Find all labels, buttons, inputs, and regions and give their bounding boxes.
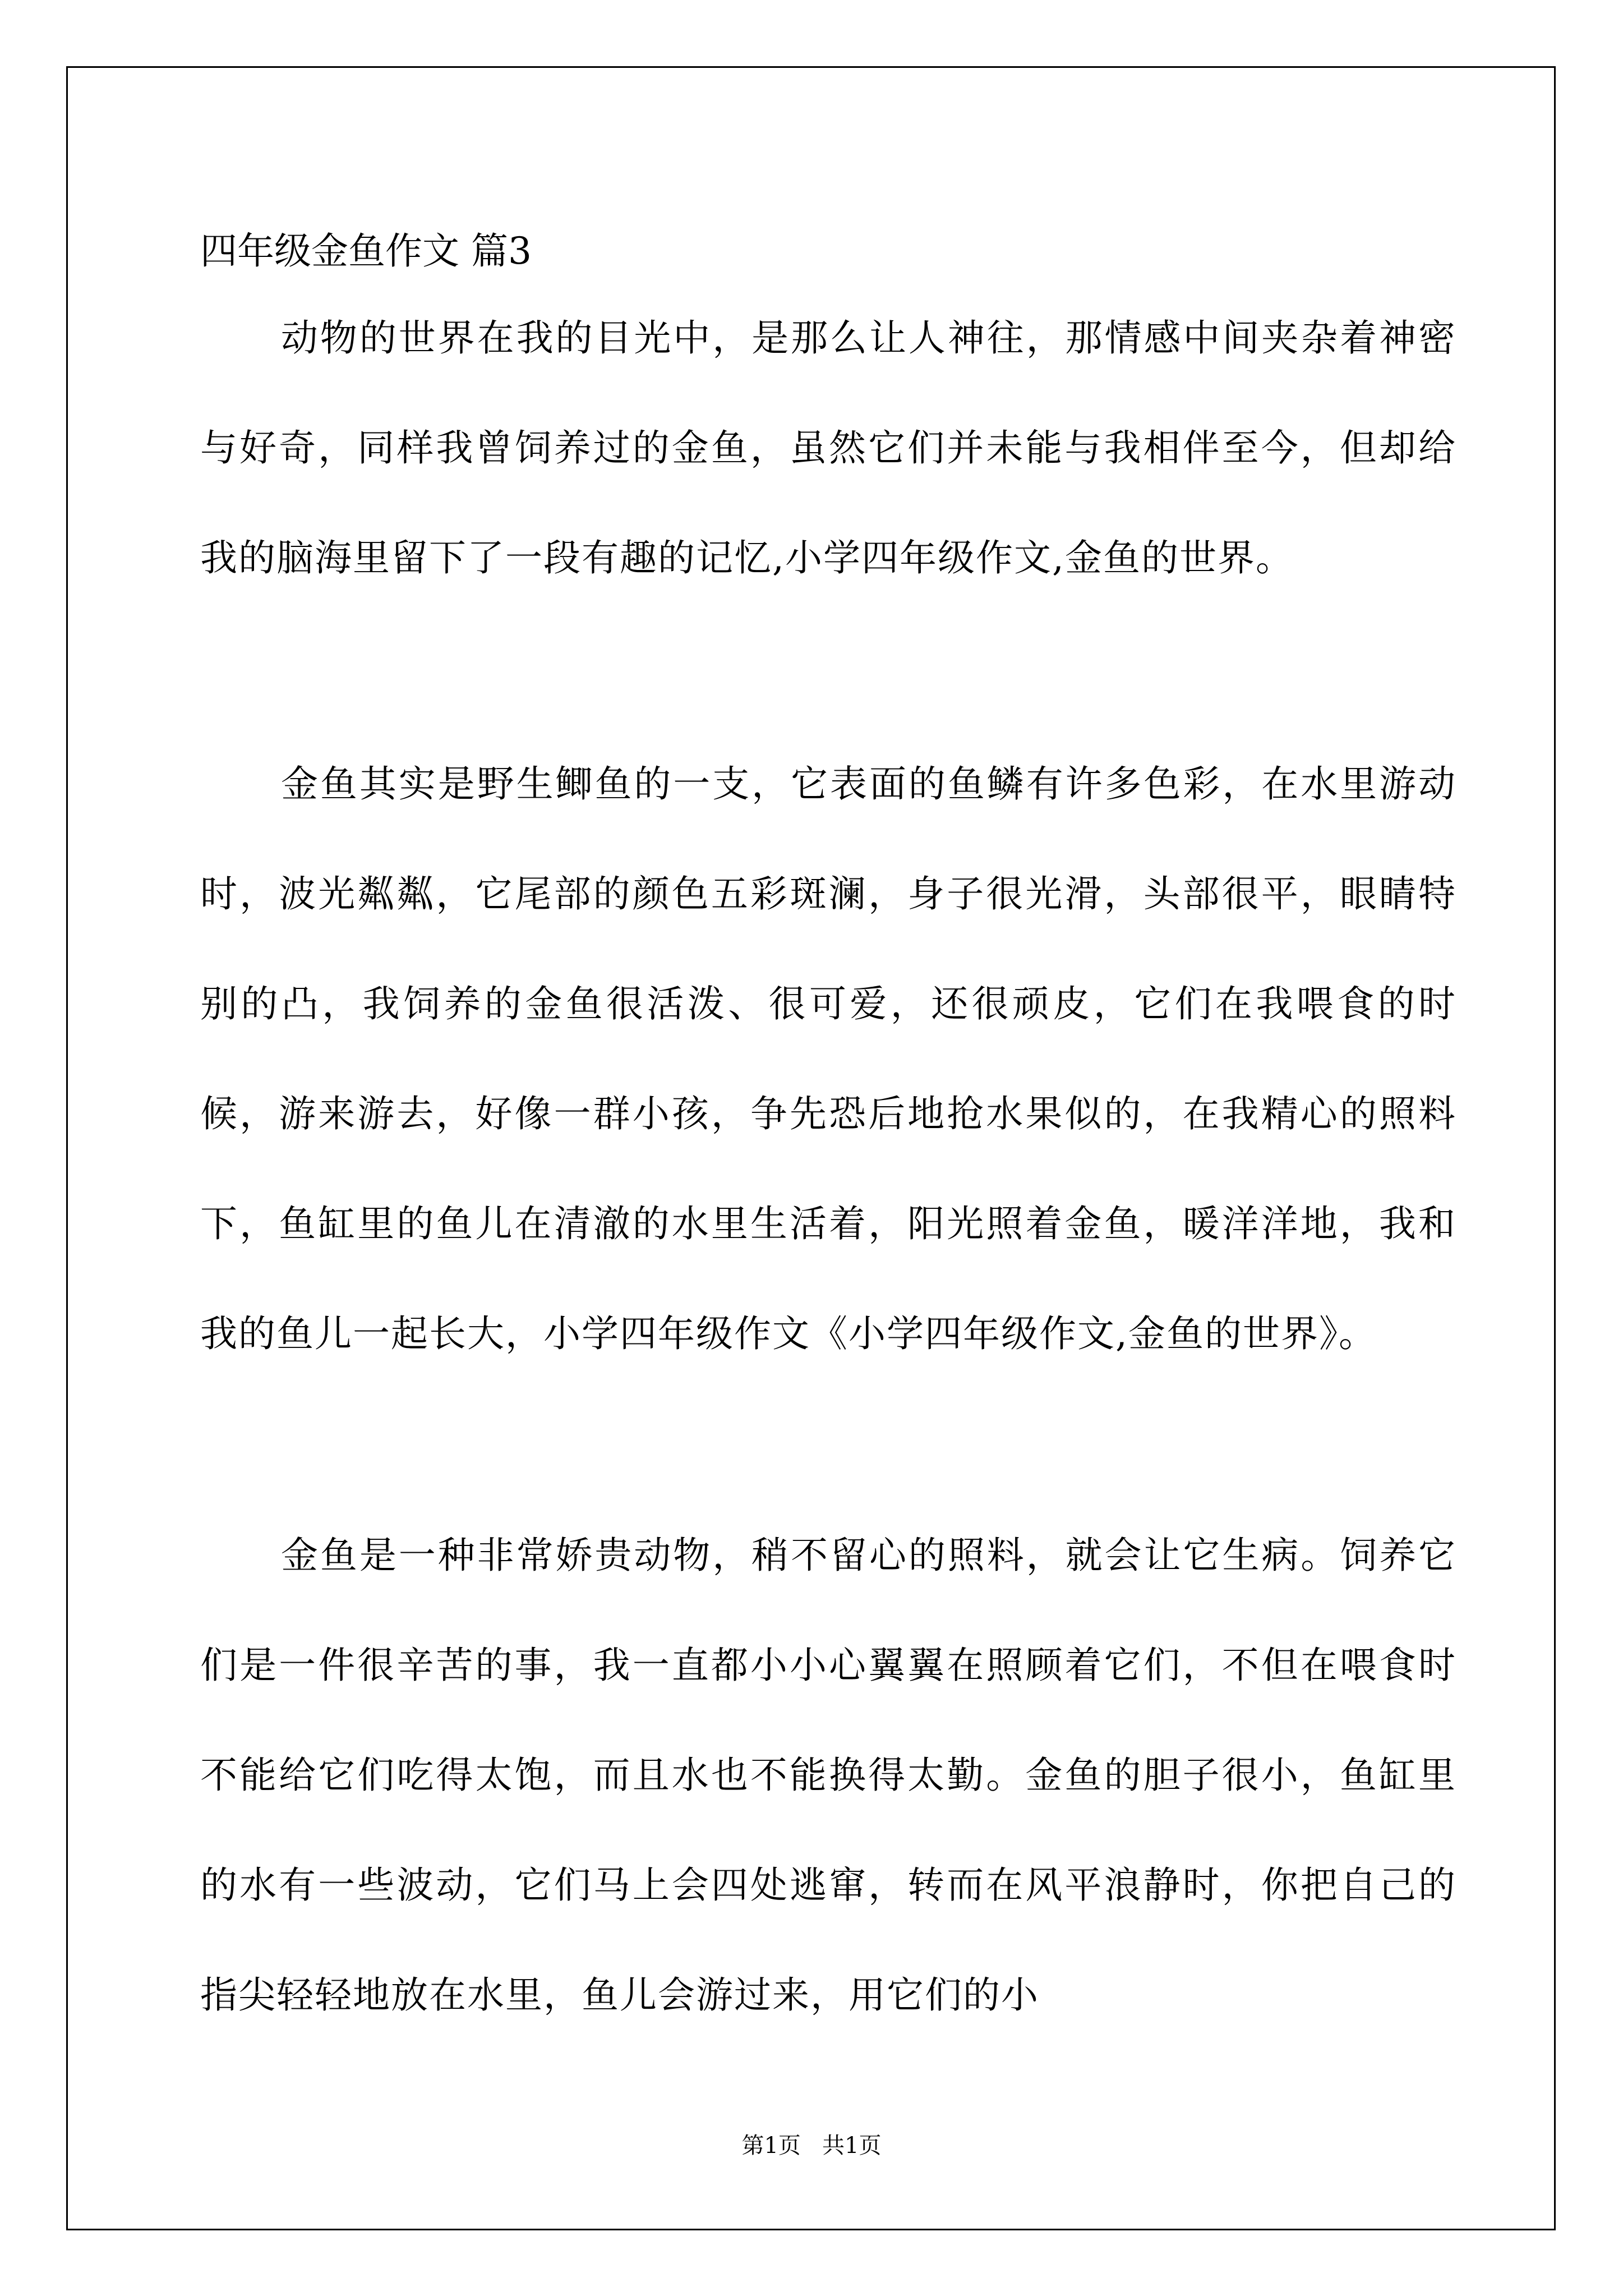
paragraph-3: 金鱼是一种非常娇贵动物，稍不留心的照料，就会让它生病。饲养它们是一件很辛苦的事，我一直都小小心翼翼在照顾着它们，不但在喂食时不能给它们吃得太饱，而且水也不能换得太勤。金鱼的胆子很小，鱼缸里的水有一些波动，它们马上会四处逃窜，转而在风平浪静时，你把自己的指尖轻轻地放在水里，鱼儿会游过来，用它们的小 [200,1534,1456,2017]
paragraph-2: 金鱼其实是野生鲫鱼的一支，它表面的鱼鳞有许多色彩，在水里游动时，波光粼粼，它尾部的颜色五彩斑澜，身子很光滑，头部很平，眼睛特别的凸，我饲养的金鱼很活泼、很可爱，还很顽皮，它们在我喂食的时候，游来游去，好像一群小孩，争先恐后地抢水果似的，在我精心的照料下，鱼缸里的鱼儿在清澈的水里生活着，阳光照着金鱼，暖洋洋地，我和我的鱼儿一起长大，小学四年级作文《小学四年级作文,金鱼的世界》。 [200,762,1456,1355]
document-title: 四年级金鱼作文 篇3 [200,229,532,273]
paragraph-1: 动物的世界在我的目光中，是那么让人神往，那情感中间夹杂着神密与好奇，同样我曾饲养过的金鱼，虽然它们并未能与我相伴至今，但却给我的脑海里留下了一段有趣的记忆,小学四年级作文,金鱼的世界。 [200,316,1456,579]
page-footer: 第1页 共1页 [741,2133,882,2159]
